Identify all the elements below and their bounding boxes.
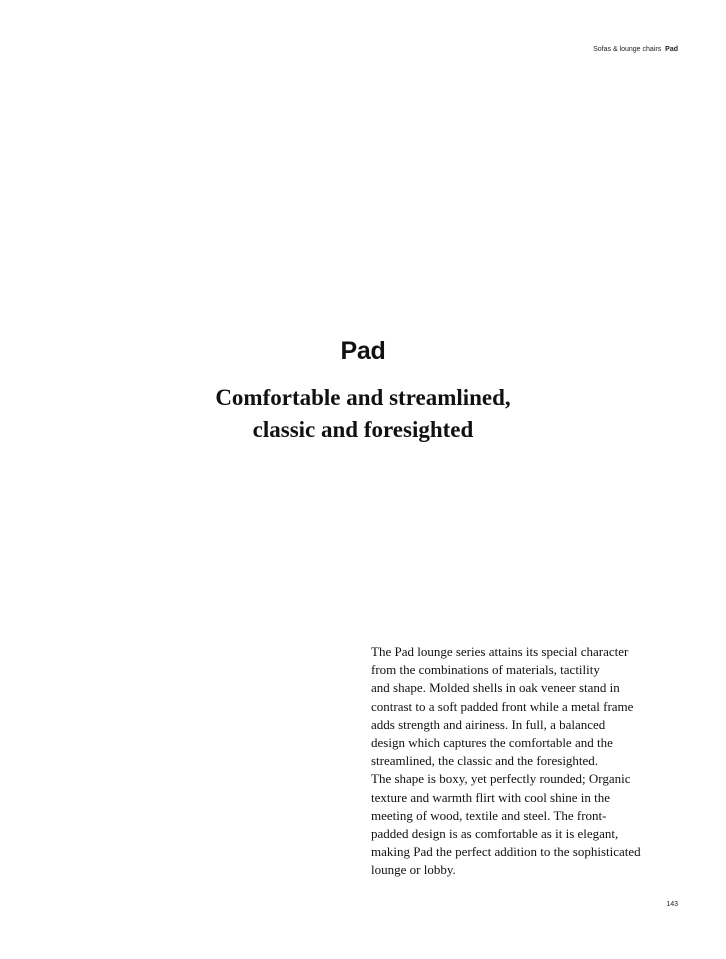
body-line: streamlined, the classic and the foresighted. xyxy=(371,753,599,769)
body-line: design which captures the comfortable and the xyxy=(371,735,613,751)
body-paragraph xyxy=(371,643,661,880)
body-line: lounge or lobby. xyxy=(371,862,456,878)
body-line: adds strength and airiness. In full, a balanced xyxy=(371,716,606,732)
body-line: texture and warmth flirt with cool shine in the xyxy=(371,789,610,805)
running-head-section: Sofas & lounge chairs xyxy=(593,46,662,53)
running-head-product: Pad xyxy=(665,46,678,53)
body-line: The Pad lounge series attains its special character xyxy=(371,644,629,659)
body-line: meeting of wood, textile and steel. The front- xyxy=(371,807,607,823)
page-number: 143 xyxy=(666,901,678,908)
body-line: and shape. Molded shells in oak veneer stand in xyxy=(371,680,620,696)
body-line: from the combinations of materials, tactility xyxy=(371,662,600,678)
body-line: making Pad the perfect addition to the sophisticated xyxy=(371,844,641,860)
body-line: contrast to a soft padded front while a metal frame xyxy=(371,698,634,714)
body-line: The shape is boxy, yet perfectly rounded; Organic xyxy=(371,771,631,787)
page-subtitle xyxy=(0,382,726,446)
body-line: padded design is as comfortable as it is elegant, xyxy=(371,826,619,842)
subtitle-line: Comfortable and streamlined, xyxy=(215,385,511,410)
running-head xyxy=(593,46,678,53)
page-title: Pad xyxy=(340,337,386,365)
subtitle-line: classic and foresighted xyxy=(252,417,474,442)
